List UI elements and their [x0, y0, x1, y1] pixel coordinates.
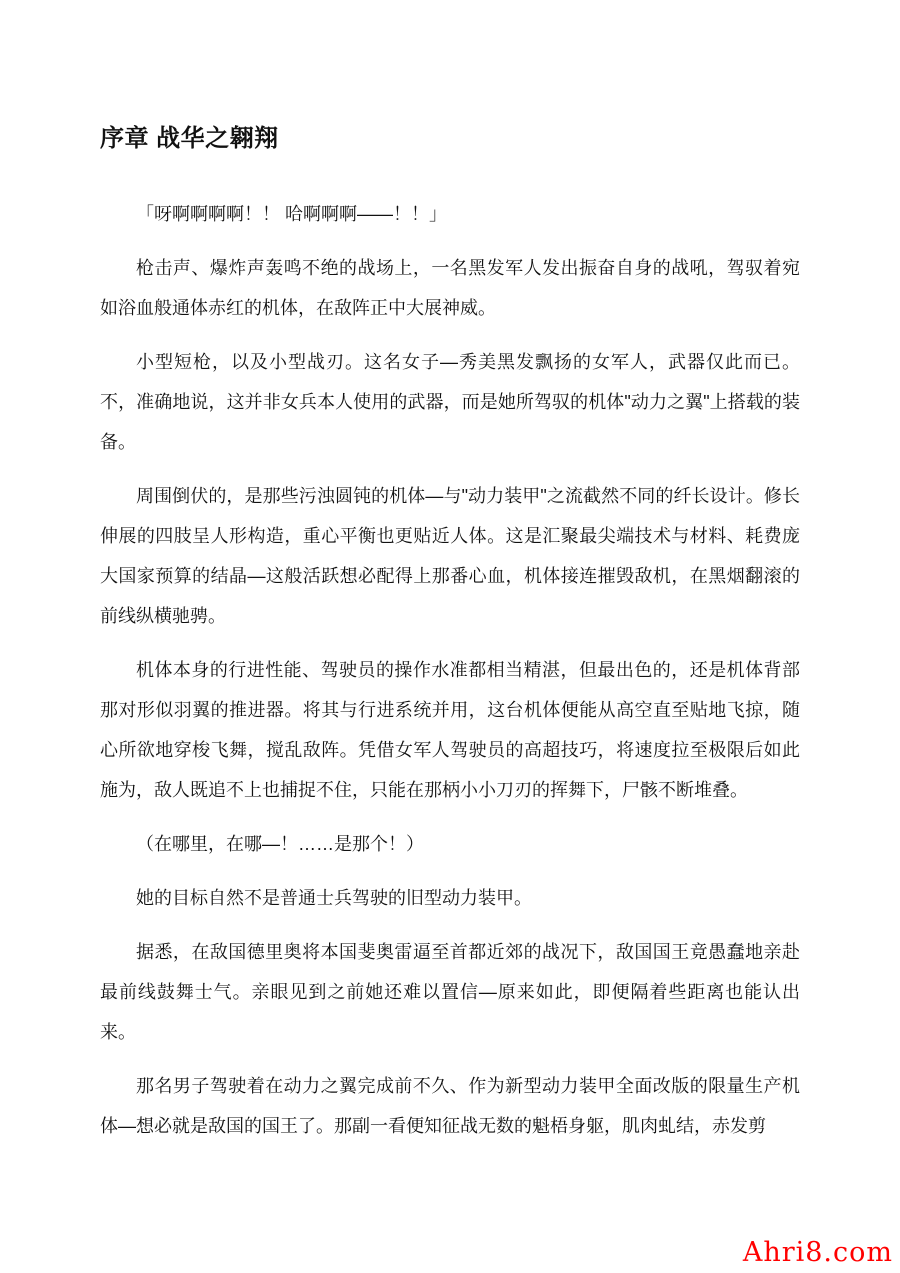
chapter-title: 序章 战华之翱翔 — [100, 125, 279, 152]
paragraph: 她的目标自然不是普通士兵驾驶的旧型动力装甲。 — [136, 888, 532, 908]
chapter-body — [100, 194, 800, 1160]
paragraph: 枪击声、爆炸声轰鸣不绝的战场上，一名黑发军人发出振奋自身的战吼，驾驭着宛如浴血般通体赤红的机体，在敌阵正中大展神威。 — [100, 258, 800, 318]
paragraph: 那名男子驾驶着在动力之翼完成前不久、作为新型动力装甲全面改版的限量生产机体—想必就是敌国的国王了。那副一看便知征战无数的魁梧身躯，肌肉虬结，赤发剪 — [100, 1076, 800, 1136]
paragraph: （在哪里，在哪—！……是那个！） — [136, 834, 424, 854]
paragraph: 机体本身的行进性能、驾驶员的操作水准都相当精湛，但最出色的，还是机体背部那对形似羽翼的推进器。将其与行进系统并用，这台机体便能从高空直至贴地飞掠，随心所欲地穿梭飞舞，搅乱敌阵。凭借女军人驾驶员的高超技巧，将速度拉至极限后如此施为，敌人既追不上也捕捉不住，只能在那柄小小刀刃的挥舞下，尸骸不断堆叠。 — [100, 660, 800, 800]
paragraph: 「呀啊啊啊啊！！ 哈啊啊啊——！！」 — [136, 204, 447, 224]
site-watermark: Ahri8.com — [742, 1237, 893, 1268]
paragraph: 小型短枪，以及小型战刃。这名女子—秀美黑发飘扬的女军人，武器仅此而已。不，准确地说，这并非女兵本人使用的武器，而是她所驾驭的机体"动力之翼"上搭载的装备。 — [100, 352, 800, 452]
paragraph: 据悉，在敌国德里奥将本国斐奥雷逼至首都近郊的战况下，敌国国王竟愚蠢地亲赴最前线鼓舞士气。亲眼见到之前她还难以置信—原来如此，即便隔着些距离也能认出来。 — [100, 942, 800, 1042]
paragraph: 周围倒伏的，是那些污浊圆钝的机体—与"动力装甲"之流截然不同的纤长设计。修长伸展的四肢呈人形构造，重心平衡也更贴近人体。这是汇聚最尖端技术与材料、耗费庞大国家预算的结晶—这般活跃想必配得上那番心血，机体接连摧毁敌机，在黑烟翻滚的前线纵横驰骋。 — [100, 486, 800, 626]
